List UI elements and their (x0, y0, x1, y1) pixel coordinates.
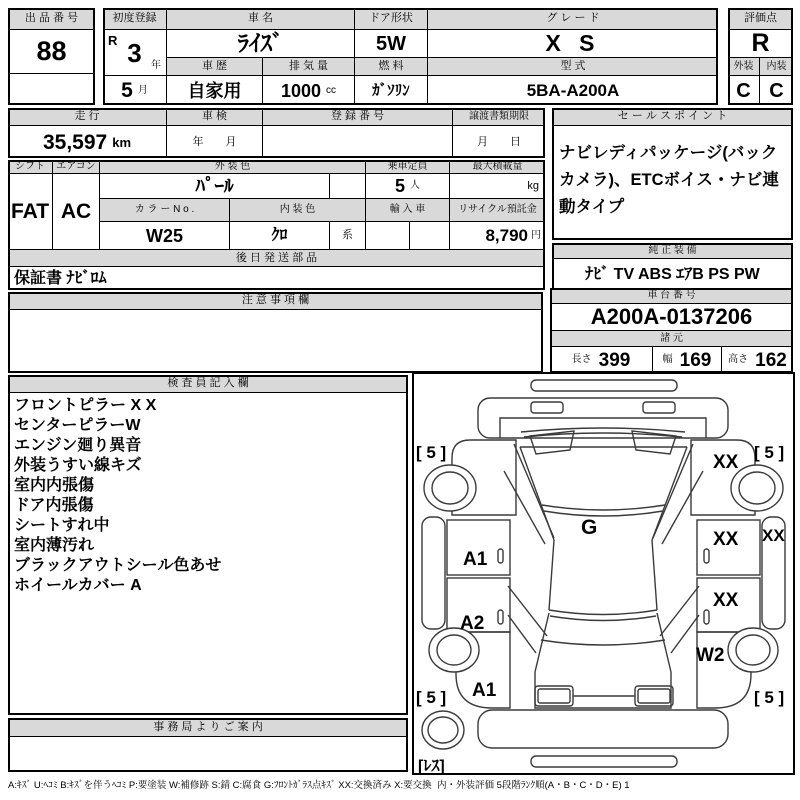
interior-score-value: C (769, 79, 784, 102)
office-header: 事 務 局 よ り ご 案 内 (8, 718, 408, 737)
left-c-pillar-1 (508, 586, 547, 636)
transfer-deadline-header: 譲渡書類期限 (453, 108, 545, 126)
front-right-door-handle (704, 549, 709, 563)
first-registration-header: 初度登録 (103, 8, 167, 30)
windshield-bottom-2 (544, 511, 663, 516)
aircon-header: エアコン (53, 160, 100, 174)
mileage-unit: km (112, 134, 132, 150)
tail-lamp-left-inner (538, 689, 570, 703)
lot-number-header: 出 品 番 号 (8, 8, 95, 30)
interior-color-suffix: 系 (330, 222, 366, 250)
displacement-number: 1000 (280, 80, 322, 101)
length-cell (550, 347, 653, 373)
windshield-bottom-1 (542, 505, 665, 510)
windshield-right (652, 447, 687, 540)
roof-right (652, 540, 657, 610)
front-bumper-strip (531, 380, 677, 391)
shaken-value: 年 月 (167, 126, 263, 158)
color-no-header: カ ラ ー N o . (100, 199, 230, 222)
inspector-note: エンジン廻り異音 (14, 437, 142, 454)
import-header: 輸 入 車 (366, 199, 450, 222)
exterior-score-value: C (728, 76, 760, 105)
width-value: 169 (679, 349, 712, 371)
door-shape-value: 5W (355, 30, 428, 58)
right-c-pillar-1 (660, 586, 699, 636)
model-code-header: 型 式 (428, 58, 718, 76)
lot-number-value: 88 (8, 30, 95, 74)
payload-header: 最大積載量 (450, 160, 545, 174)
year-unit: 年 (151, 60, 161, 71)
cowl-line-1 (521, 428, 685, 432)
transfer-deadline-value: 月 日 (477, 135, 521, 148)
height-value: 162 (755, 349, 787, 371)
capacity-value (366, 174, 450, 199)
inspector-note: 室内薄汚れ (14, 537, 95, 554)
door-shape-header: ドア形状 (355, 8, 428, 30)
rear-left-door-handle (498, 610, 503, 624)
capacity-number: 5 (394, 176, 405, 196)
spare-tire-label: [ﾚｽ] (418, 758, 445, 773)
registration-number-value (263, 126, 453, 158)
first-registration-month-value: 5 (121, 79, 133, 102)
import-cell-1 (366, 222, 410, 250)
front-vent-right (643, 402, 675, 413)
mileage-header: 走 行 (8, 108, 167, 126)
tail-lamp-right-inner (638, 689, 670, 703)
left-rocker (422, 517, 445, 629)
aircon-value: AC (53, 174, 100, 250)
fuel-header: 燃 料 (355, 58, 428, 76)
recycle-value (450, 222, 545, 250)
exterior-color-header: 外 装 色 (100, 160, 366, 174)
mark-right-rocker: XX (762, 526, 785, 545)
inspector-header: 検 査 員 記 入 欄 (8, 375, 408, 393)
grade-value: X S (428, 30, 718, 58)
sales-point-text: ナビレディパッケージ(バックカメラ)、ETCボイス・ナビ連動タイプ (559, 144, 779, 216)
later-parts-value: 保証書 ﾅﾋﾞﾛﾑ (14, 269, 107, 287)
rear-bumper-strip (531, 756, 677, 767)
length-label: 長さ (571, 354, 592, 365)
legend-text: A:ｷｽﾞ U:ﾍｺﾐ B:ｷｽﾞを伴うﾍｺﾐ P:要塗装 W:補修跡 S:錆 C:腐食 G:ﾌﾛﾝﾄｶﾞﾗｽ点ｷｽﾞ XX:交換済み X:要交換 内・外装評価 5段階ﾗﾝｸ順(A・B・C・D・E) 1 (8, 780, 630, 792)
spare-wheel-inner (428, 717, 458, 743)
roof-rear-1 (549, 610, 657, 615)
model-code-value: 5BA-A200A (526, 81, 620, 100)
score-value: R (728, 30, 793, 58)
displacement-unit: cc (326, 84, 337, 96)
recycle-header: リサイクル預託金 (450, 199, 545, 222)
interior-score-header: 内装 (760, 58, 793, 76)
mark-rear-right-door: XX (713, 590, 739, 611)
inspector-note: ドア内張傷 (14, 497, 94, 514)
registration-number-header: 登 録 番 号 (263, 108, 453, 126)
car-history-value: 自家用 (167, 76, 263, 105)
payload-unit: kg (450, 174, 545, 199)
exterior-score-header: 外装 (728, 58, 760, 76)
color-no-value: W25 (100, 222, 230, 250)
sales-point-header: セ ー ル ス ポ イ ン ト (552, 108, 793, 126)
first-registration-year-value: 3 (127, 37, 142, 68)
height-cell (722, 347, 793, 373)
attention-header: 注 意 事 項 欄 (8, 292, 543, 310)
car-history-header: 車 歴 (167, 58, 263, 76)
chassis-number-value: A200A-0137206 (550, 304, 793, 331)
length-value: 399 (598, 349, 631, 371)
tire-depth-front-right: [ 5 ] (754, 443, 785, 462)
tire-depth-rear-right: [ 5 ] (754, 688, 785, 707)
score-header: 評価点 (728, 8, 793, 30)
dimensions-header: 諸 元 (550, 331, 793, 347)
capacity-unit: 人 (410, 180, 420, 191)
tire-depth-front-left: [ 5 ] (416, 443, 447, 462)
rear-right-wheel-inner (736, 635, 770, 665)
width-cell (653, 347, 722, 373)
damage-diagram (414, 374, 793, 773)
inspector-note: 外装うすい線キズ (14, 457, 142, 474)
rear-right-door-handle (704, 610, 709, 624)
car-outline-svg (414, 374, 793, 773)
mark-front-right-fender: XX (713, 452, 739, 473)
roof-rear-2 (550, 616, 656, 621)
roof-left (549, 540, 554, 610)
shift-header: シフト (8, 160, 53, 174)
equipment-value: ﾅﾋﾞ TV ABS ｴｱB PS PW (585, 265, 760, 283)
inspector-note: シートすれ中 (14, 517, 110, 534)
equipment-header: 純 正 装 備 (552, 243, 793, 259)
shaken-header: 車 検 (167, 108, 263, 126)
mark-front-right-door: XX (713, 529, 739, 550)
mark-rear-right-quarter: W2 (696, 645, 725, 666)
shift-value: FAT (8, 174, 53, 250)
fuel-value: ｶﾞｿﾘﾝ (355, 76, 428, 105)
rear-bumper (478, 710, 728, 748)
chassis-number-header: 車 台 番 号 (550, 288, 793, 304)
car-name-header: 車 名 (167, 8, 355, 30)
recycle-unit: 円 (531, 229, 541, 241)
rear-window-left (535, 613, 549, 672)
inspector-note: ブラックアウトシール色あせ (14, 557, 222, 574)
interior-color-value: ｸﾛ (230, 222, 330, 250)
inspector-note: ホイールカバー A (14, 577, 142, 594)
later-parts-header: 後 日 発 送 部 品 (8, 250, 545, 267)
front-left-wheel-inner (432, 472, 468, 504)
mileage-number: 35,597 (42, 130, 108, 154)
displacement-header: 排 気 量 (263, 58, 355, 76)
first-registration-year (103, 30, 167, 76)
front-vent-left (531, 402, 563, 413)
inspector-notes (8, 393, 408, 713)
width-label: 幅 (662, 354, 673, 365)
car-name-value: ﾗｲｽﾞ (167, 30, 355, 58)
rear-window-right (657, 613, 671, 672)
inspector-note: センターピラーW (14, 417, 141, 434)
era-code: R (108, 33, 118, 48)
displacement-value (263, 76, 355, 105)
exterior-color-value: ﾊﾟｰﾙ (100, 174, 330, 199)
first-registration-month (103, 76, 167, 105)
mark-rear-left-door: A2 (460, 613, 485, 634)
mark-front-left-door: A1 (463, 549, 488, 570)
interior-color-header: 内 装 色 (230, 199, 366, 222)
grade-header: グ レ ー ド (428, 8, 718, 30)
right-c-pillar-2 (671, 615, 699, 653)
inspector-note: 室内内張傷 (14, 477, 95, 494)
rear-left-wheel-inner (437, 635, 471, 665)
capacity-header: 乗車定員 (366, 160, 450, 174)
mark-windshield: G (581, 516, 598, 539)
rear-window-bottom (541, 640, 665, 645)
inspector-note: フロントピラー X X (14, 397, 157, 414)
month-unit: 月 (137, 84, 148, 96)
front-right-wheel-inner (739, 472, 775, 504)
recycle-number: 8,790 (485, 226, 528, 245)
tire-depth-rear-left: [ 5 ] (416, 688, 447, 707)
front-left-door-handle (498, 549, 503, 563)
exterior-color-suffix-cell (330, 174, 366, 199)
left-c-pillar-2 (508, 615, 536, 653)
mark-rear-left-quarter: A1 (472, 680, 497, 701)
mileage-value (8, 126, 167, 158)
import-cell-2 (410, 222, 450, 250)
height-label: 高さ (728, 354, 749, 365)
